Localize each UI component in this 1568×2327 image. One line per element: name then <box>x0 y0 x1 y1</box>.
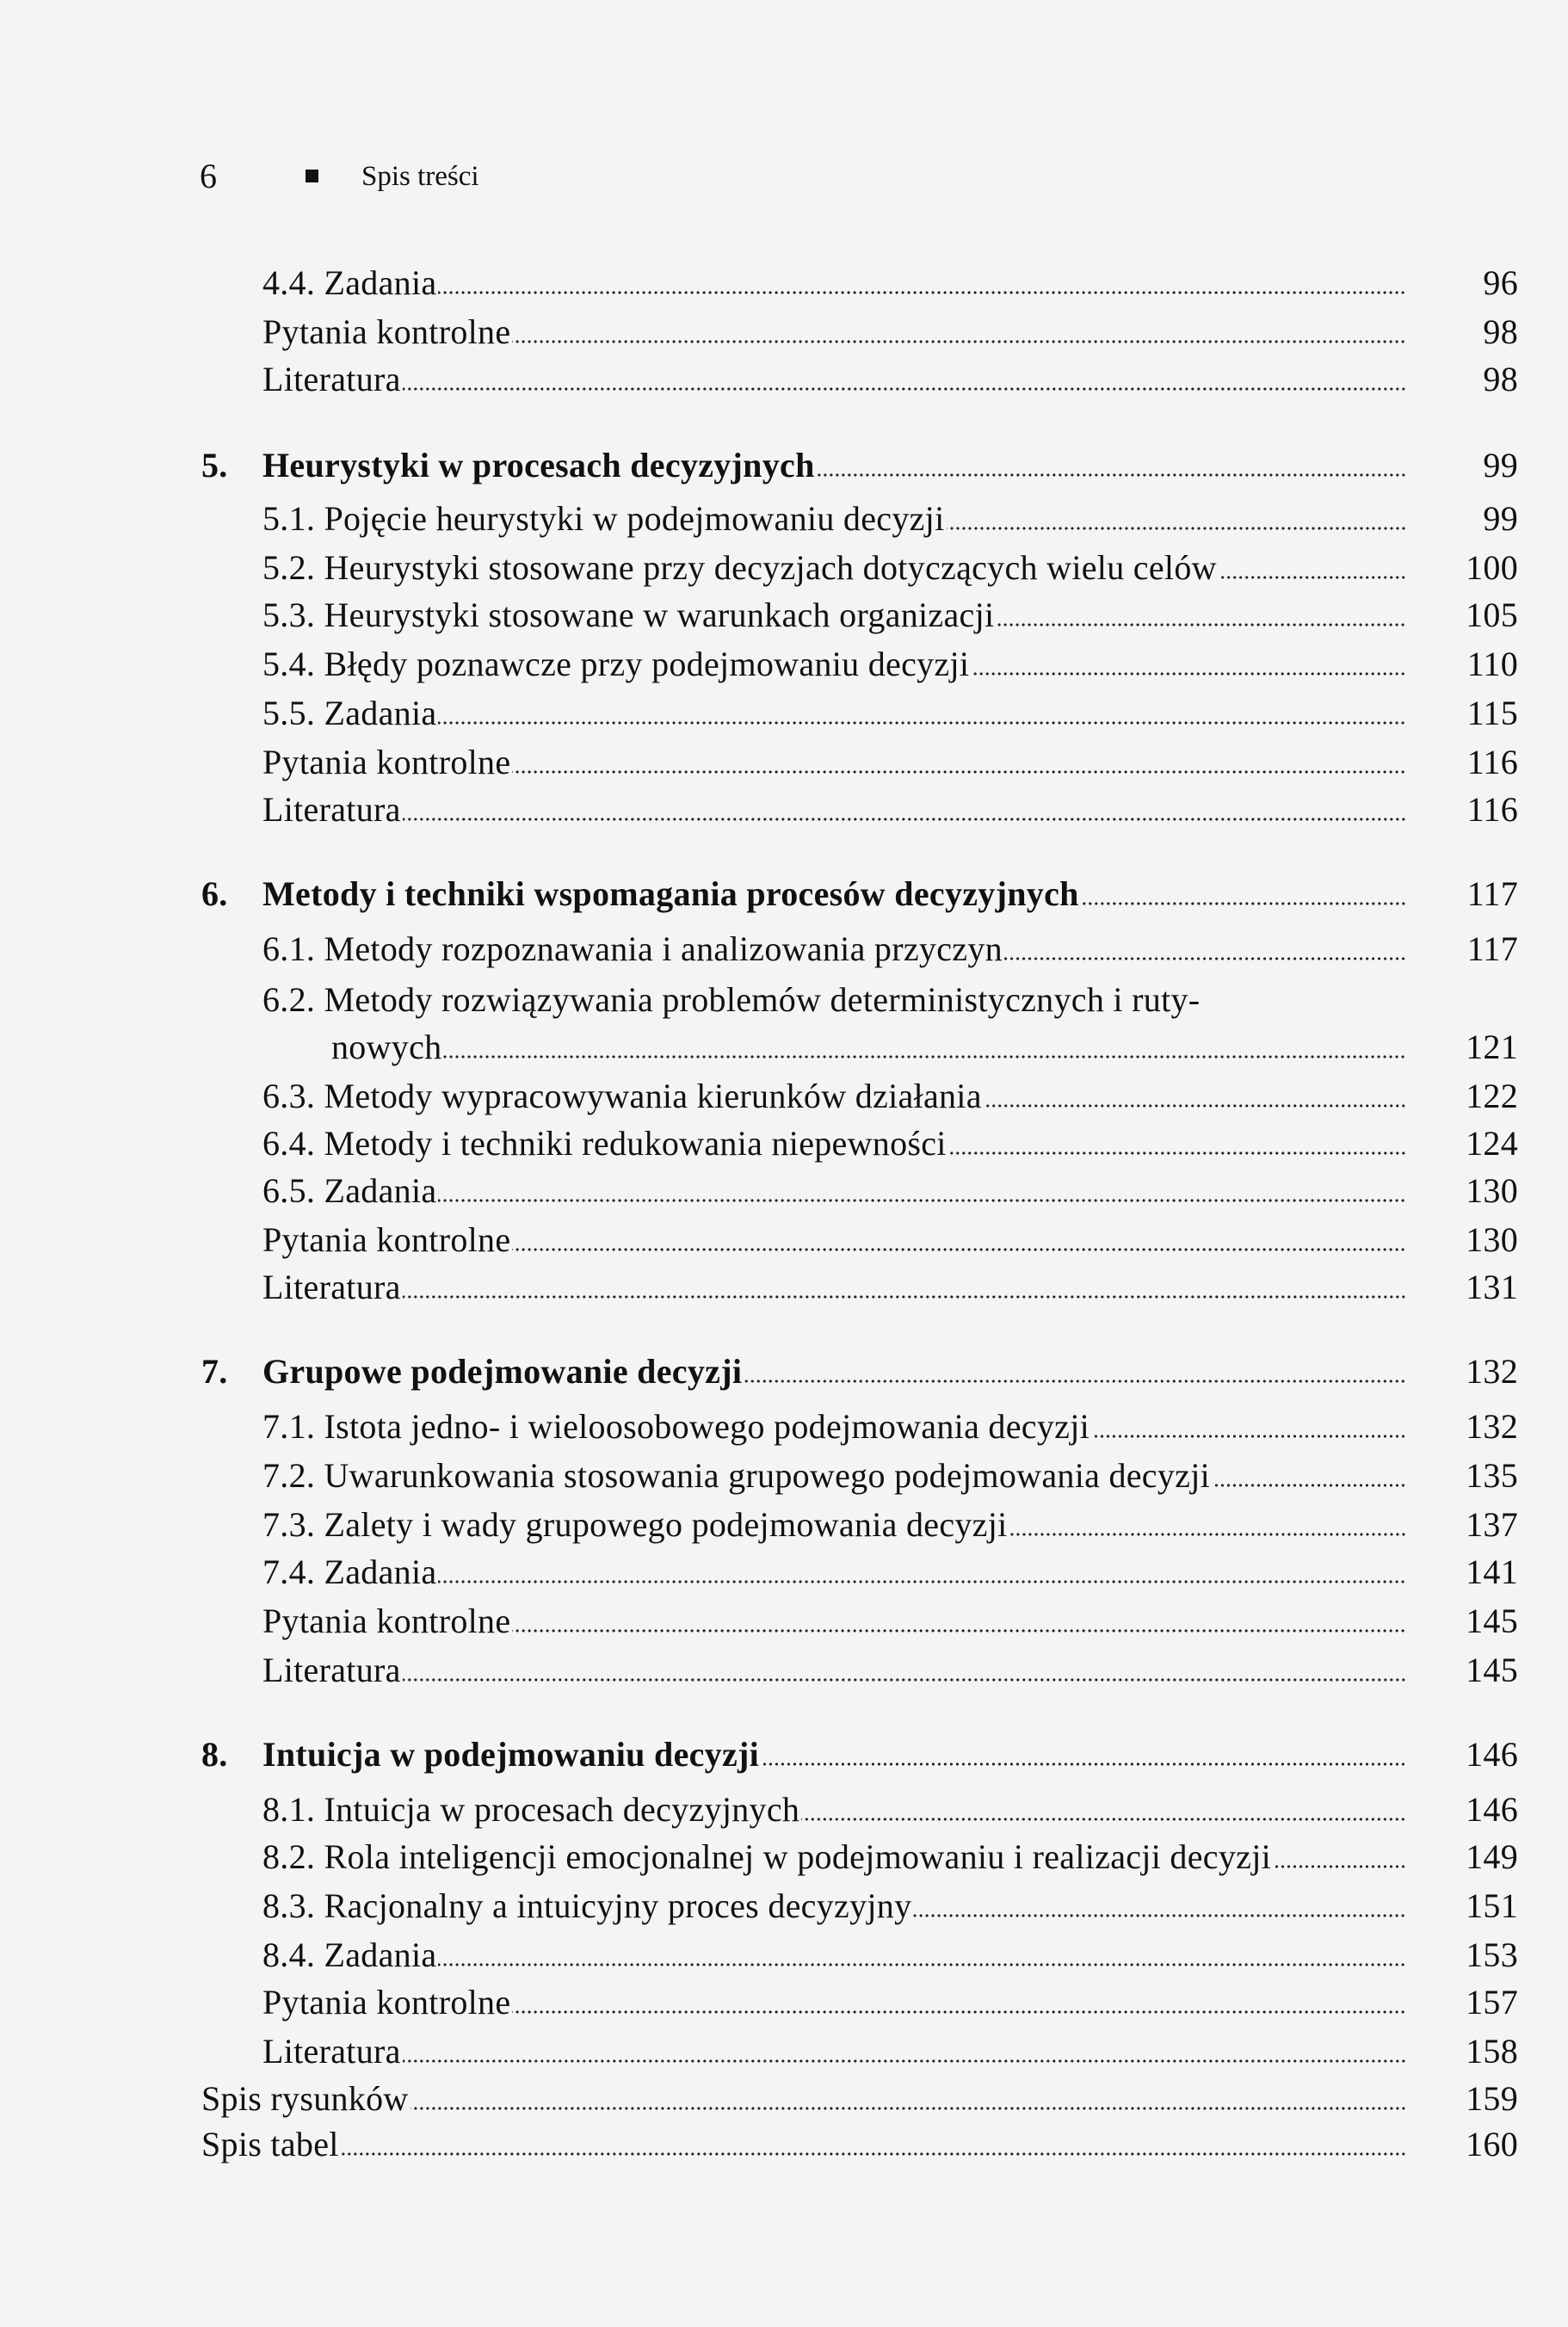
toc-page-number: 146 <box>1466 1735 1518 1774</box>
toc-entry[interactable] <box>262 1978 1406 2027</box>
toc-page-number: 130 <box>1466 1171 1518 1210</box>
dot-leader <box>403 386 1406 392</box>
toc-entry-title: Literatura <box>262 2032 401 2071</box>
toc-entry[interactable] <box>262 870 1406 918</box>
dot-leader <box>443 1054 1406 1059</box>
toc-entry-title: 7.4. Zadania <box>262 1552 437 1591</box>
toc-entry-title: Literatura <box>262 790 401 829</box>
dot-leader <box>913 1913 1406 1918</box>
toc-entry-title: 5.2. Heurystyki stosowane przy decyzjach dotyczących wielu celów <box>262 548 1217 587</box>
toc-entry-row[interactable] <box>0 1882 1568 1930</box>
toc-entry-row[interactable] <box>0 495 1568 543</box>
dot-leader <box>438 1962 1406 1967</box>
toc-entry-title: Pytania kontrolne <box>262 1983 511 2021</box>
toc-page-number: 99 <box>1483 446 1518 485</box>
toc-entry[interactable] <box>262 976 1406 1024</box>
toc-entry-title: 6.5. Zadania <box>262 1171 437 1210</box>
toc-entry[interactable] <box>262 355 1406 404</box>
toc-page-number: 157 <box>1466 1983 1518 2021</box>
toc-chapter-row[interactable] <box>0 1731 1568 1779</box>
toc-page-number: 132 <box>1466 1352 1518 1391</box>
dot-leader <box>512 1628 1406 1633</box>
toc-entry[interactable] <box>262 738 1406 787</box>
toc-entry-row[interactable] <box>0 1167 1568 1215</box>
toc-page-number: 153 <box>1466 1935 1518 1974</box>
toc-entry-row[interactable] <box>0 308 1568 356</box>
chapter-number: 7. <box>201 1352 228 1391</box>
toc-page-number: 121 <box>1466 1028 1518 1066</box>
toc-entry-title: 6.2. Metody rozwiązywania problemów deterministycznych i ruty- <box>262 980 1201 1019</box>
toc-entry-title: Literatura <box>262 1268 401 1306</box>
dot-leader <box>1219 575 1406 580</box>
toc-entry-title: 5.1. Pojęcie heurystyki w podejmowaniu decyzji <box>262 499 945 538</box>
toc-entry-title: Grupowe podejmowanie decyzji <box>262 1352 743 1391</box>
toc-page-number: 145 <box>1466 1602 1518 1640</box>
toc-page-number: 145 <box>1466 1651 1518 1689</box>
toc-entry-row[interactable] <box>0 1216 1568 1264</box>
toc-page-number: 149 <box>1466 1837 1518 1876</box>
dot-leader <box>438 1579 1406 1584</box>
toc-page-number: 122 <box>1466 1077 1518 1115</box>
toc-entry-title: 4.4. Zadania <box>262 263 437 302</box>
chapter-number: 5. <box>201 446 228 485</box>
toc-page-number: 151 <box>1466 1886 1518 1925</box>
toc-entry-row[interactable] <box>0 1646 1568 1694</box>
dot-leader <box>947 526 1406 531</box>
toc-entry-row[interactable] <box>0 1120 1568 1168</box>
toc-entry[interactable] <box>262 495 1406 543</box>
toc-page-number: 131 <box>1466 1268 1518 1306</box>
toc-entry[interactable] <box>262 441 1406 490</box>
toc-page-number: 115 <box>1466 694 1518 732</box>
toc-entry-title: Metody i techniki wspomagania procesów decyzyjnych <box>262 874 1079 913</box>
chapter-number: 8. <box>201 1735 228 1774</box>
dot-leader <box>996 622 1406 627</box>
dot-leader <box>1212 1483 1406 1488</box>
dot-leader <box>1009 1532 1406 1537</box>
toc-entry[interactable] <box>262 1646 1406 1694</box>
toc-page-number: 135 <box>1466 1456 1518 1495</box>
toc-entry[interactable] <box>262 1403 1406 1451</box>
dot-leader <box>971 671 1406 676</box>
toc-page-number: 105 <box>1466 596 1518 634</box>
toc-entry[interactable] <box>262 1348 1406 1396</box>
toc-entry[interactable] <box>331 1023 1406 1071</box>
toc-page-number: 110 <box>1466 645 1518 683</box>
toc-entry[interactable] <box>262 1120 1406 1168</box>
toc-page-number: 116 <box>1466 790 1518 829</box>
toc-entry-row[interactable] <box>0 1833 1568 1881</box>
toc-entry-row[interactable] <box>0 2120 1568 2169</box>
toc-entry-row[interactable] <box>0 925 1568 973</box>
toc-entry-row[interactable] <box>0 544 1568 592</box>
square-bullet-icon <box>306 170 318 182</box>
toc-entry-title: Literatura <box>262 1651 401 1689</box>
toc-entry-title: Literatura <box>262 360 401 398</box>
toc-entry[interactable] <box>262 308 1406 356</box>
chapter-number: 6. <box>201 874 228 913</box>
toc-page-number: 96 <box>1483 263 1518 302</box>
toc-entry-title: 6.1. Metody rozpoznawania i analizowania przyczyn <box>262 929 1003 968</box>
toc-entry-row[interactable] <box>0 2075 1568 2123</box>
toc-chapter-row[interactable] <box>0 870 1568 918</box>
toc-entry[interactable] <box>262 1731 1406 1779</box>
page-number: 6 <box>200 157 217 195</box>
toc-entry[interactable] <box>262 1072 1406 1120</box>
toc-entry-row[interactable] <box>0 786 1568 834</box>
dot-leader <box>801 1817 1406 1822</box>
toc-entry-row[interactable] <box>0 1931 1568 1979</box>
toc-entry-row[interactable] <box>0 1548 1568 1596</box>
toc-entry[interactable] <box>262 689 1406 738</box>
toc-entry-title: Pytania kontrolne <box>262 312 511 351</box>
dot-leader <box>403 817 1406 822</box>
toc-entry[interactable] <box>262 1548 1406 1596</box>
dot-leader <box>1273 1864 1406 1869</box>
toc-entry-row[interactable] <box>0 355 1568 404</box>
dot-leader <box>744 1379 1406 1384</box>
toc-entry[interactable] <box>262 1216 1406 1264</box>
dot-leader <box>817 472 1406 478</box>
toc-entry-title: Spis rysunków <box>201 2079 409 2118</box>
toc-entry[interactable] <box>201 2075 1406 2123</box>
toc-entry[interactable] <box>262 544 1406 592</box>
toc-entry[interactable] <box>262 1263 1406 1312</box>
toc-entry-title: 6.3. Metody wypracowywania kierunków działania <box>262 1077 982 1115</box>
dot-leader <box>984 1103 1406 1108</box>
toc-entry[interactable] <box>262 1452 1406 1500</box>
dot-leader <box>948 1151 1406 1156</box>
toc-entry-row[interactable] <box>0 1452 1568 1500</box>
running-header-title: Spis treści <box>361 161 479 192</box>
toc-entry-title: 7.1. Istota jedno- i wieloosobowego podejmowania decyzji <box>262 1407 1090 1446</box>
toc-entry-row[interactable] <box>0 1263 1568 1312</box>
toc-entry-row[interactable] <box>0 2028 1568 2076</box>
toc-entry-row[interactable] <box>0 689 1568 738</box>
toc-page-number: 117 <box>1466 874 1518 913</box>
toc-page-number: 98 <box>1483 312 1518 351</box>
toc-entry-title: 5.5. Zadania <box>262 694 437 732</box>
toc-page-number: 98 <box>1483 360 1518 398</box>
toc-page-number: 146 <box>1466 1790 1518 1829</box>
toc-entry-title: Spis tabel <box>201 2125 339 2163</box>
toc-entry-title: Intuicja w podejmowaniu decyzji <box>262 1735 760 1774</box>
toc-entry-row[interactable] <box>0 738 1568 787</box>
toc-entry[interactable] <box>262 2028 1406 2076</box>
toc-page-number: 159 <box>1466 2079 1518 2118</box>
toc-entry-title: 7.3. Zalety i wady grupowego podejmowania decyzji <box>262 1505 1008 1544</box>
toc-chapter-row[interactable] <box>0 441 1568 490</box>
toc-entry-title: Pytania kontrolne <box>262 743 511 781</box>
toc-entry-title: 8.2. Rola inteligencji emocjonalnej w podejmowaniu i realizacji decyzji <box>262 1837 1272 1876</box>
dot-leader <box>438 1198 1406 1203</box>
toc-entry[interactable] <box>262 1931 1406 1979</box>
dot-leader <box>403 1677 1406 1682</box>
dot-leader <box>438 720 1406 725</box>
toc-entry-row[interactable] <box>0 1786 1568 1834</box>
dot-leader <box>512 2009 1406 2015</box>
dot-leader <box>512 1247 1406 1252</box>
toc-entry-row[interactable] <box>0 1978 1568 2027</box>
toc-entry-row[interactable] <box>0 1501 1568 1549</box>
toc-entry[interactable] <box>262 591 1406 639</box>
dot-leader <box>1081 901 1406 906</box>
toc-entry-row[interactable] <box>0 591 1568 639</box>
dot-leader <box>512 339 1406 344</box>
dot-leader <box>761 1762 1406 1767</box>
dot-leader <box>1004 956 1406 961</box>
toc-page-number: 116 <box>1466 743 1518 781</box>
toc-entry[interactable] <box>262 786 1406 834</box>
toc-entry[interactable] <box>262 1167 1406 1215</box>
dot-leader <box>512 769 1406 775</box>
dot-leader <box>438 290 1406 295</box>
toc-page-number: 158 <box>1466 2032 1518 2071</box>
toc-page-number: 132 <box>1466 1407 1518 1446</box>
toc-page-number: 130 <box>1466 1220 1518 1259</box>
toc-entry-title: 5.4. Błędy poznawcze przy podejmowaniu decyzji <box>262 645 970 683</box>
toc-entry-row[interactable] <box>0 1403 1568 1451</box>
toc-entry-title: 5.3. Heurystyki stosowane w warunkach organizacji <box>262 596 995 634</box>
toc-entry[interactable] <box>262 1597 1406 1645</box>
toc-entry-row[interactable] <box>0 976 1568 1024</box>
toc-page-number: 124 <box>1466 1124 1518 1163</box>
toc-page-number: 141 <box>1466 1552 1518 1591</box>
toc-page-number: 137 <box>1466 1505 1518 1544</box>
toc-entry[interactable] <box>262 1786 1406 1834</box>
toc-entry-title: 8.3. Racjonalny a intuicyjny proces decyzyjny <box>262 1886 912 1925</box>
toc-entry-title: 7.2. Uwarunkowania stosowania grupowego podejmowania decyzji <box>262 1456 1211 1495</box>
toc-entry-title: 8.1. Intuicja w procesach decyzyjnych <box>262 1790 800 1829</box>
toc-entry-row[interactable] <box>0 1023 1568 1071</box>
toc-page-number: 117 <box>1466 929 1518 968</box>
toc-entry-title: 6.4. Metody i techniki redukowania niepewności <box>262 1124 947 1163</box>
toc-entry-title: Pytania kontrolne <box>262 1220 511 1259</box>
dot-leader <box>411 2106 1406 2111</box>
toc-entry[interactable] <box>262 1501 1406 1549</box>
toc-entry-row[interactable] <box>0 640 1568 688</box>
toc-entry-title: Heurystyki w procesach decyzyjnych <box>262 446 815 485</box>
toc-chapter-row[interactable] <box>0 1348 1568 1396</box>
toc-entry[interactable] <box>262 259 1406 307</box>
toc-entry[interactable] <box>262 1833 1406 1881</box>
dot-leader <box>403 1294 1406 1299</box>
dot-leader <box>403 2058 1406 2064</box>
toc-entry[interactable] <box>262 1882 1406 1930</box>
toc-entry-row[interactable] <box>0 1072 1568 1120</box>
toc-entry[interactable] <box>201 2120 1406 2169</box>
toc-entry-title: nowych <box>331 1028 442 1066</box>
dot-leader <box>1091 1434 1406 1439</box>
toc-entry[interactable] <box>262 640 1406 688</box>
toc-entry-row[interactable] <box>0 259 1568 307</box>
toc-entry-row[interactable] <box>0 1597 1568 1645</box>
toc-entry[interactable] <box>262 925 1406 973</box>
toc-entry-title: Pytania kontrolne <box>262 1602 511 1640</box>
toc-page-number: 99 <box>1483 499 1518 538</box>
dot-leader <box>341 2151 1406 2157</box>
toc-page-number: 160 <box>1466 2125 1518 2163</box>
toc-entry-title: 8.4. Zadania <box>262 1935 437 1974</box>
toc-page-number: 100 <box>1466 548 1518 587</box>
